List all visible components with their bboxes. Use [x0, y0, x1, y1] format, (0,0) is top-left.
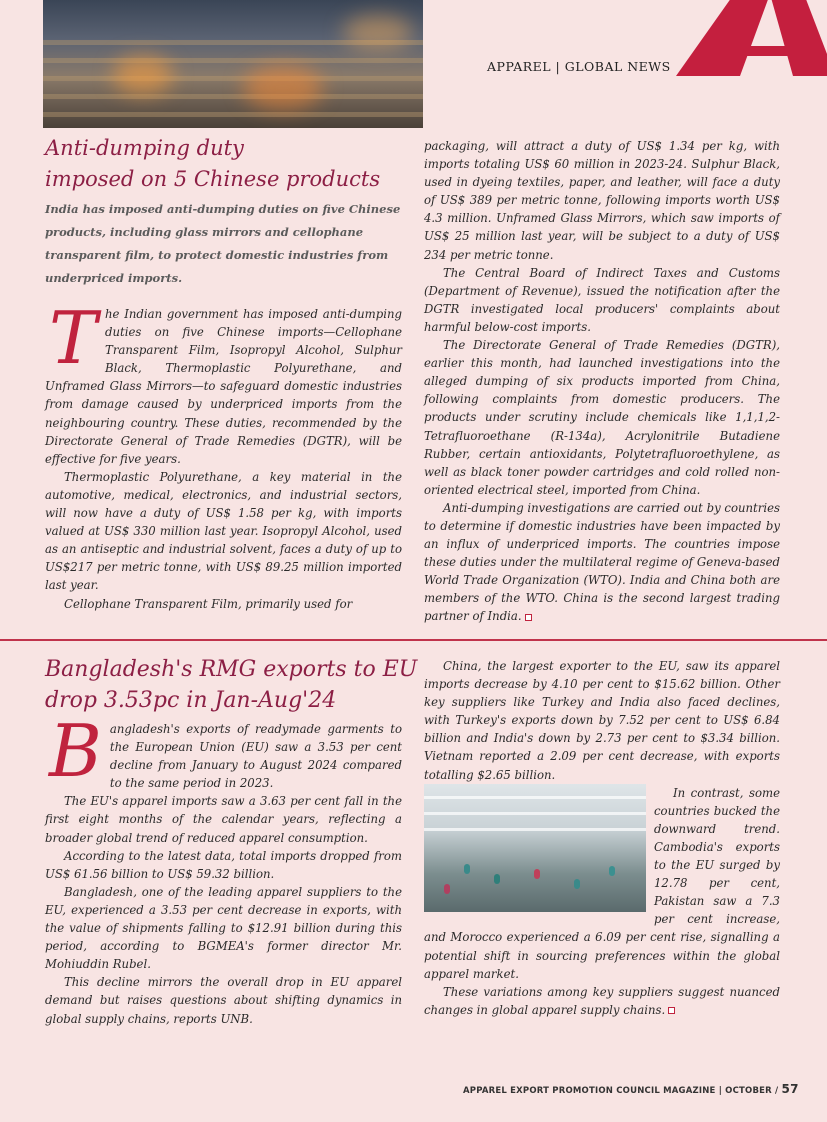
- article1-paragraph: packaging, will attract a duty of US$ 1.34 per kg, with imports totaling US$ 60 million in 2023-24. Sulphur Black, used in dyeing textiles, paper, and leather, will face a duty of US$ 389 per metric tonne, following imports worth US$ 4.3 million. Unframed Glass Mirrors, which saw imports of US$ 25 million last year, will be subject to a duty of US$ 234 per metric tonne.: [424, 139, 780, 262]
- article2-column-left: [45, 709, 402, 1028]
- article2-paragraph: These variations among key suppliers suggest nuanced changes in global apparel supply chains.: [424, 984, 780, 1017]
- article2-paragraph: The EU's apparel imports saw a 3.63 per cent fall in the first eight months of the calendar years, reflecting a broader global trend of reduced apparel consumption.: [45, 794, 402, 845]
- article2-title-line1: Bangladesh's RMG exports to EU: [45, 657, 418, 682]
- page-number: 57: [781, 1082, 799, 1096]
- section-label: APPAREL | GLOBAL NEWS: [487, 59, 671, 74]
- article1-title-line2: imposed on 5 Chinese products: [45, 167, 381, 191]
- article1-column-left: [45, 296, 402, 613]
- article1-lead: India has imposed anti-dumping duties on five Chinese products, including glass mirrors and cellophane transparent film, to protect domestic industries from underpriced imports.: [45, 202, 401, 285]
- article2-paragraph: China, the largest exporter to the EU, saw its apparel imports decrease by 4.10 per cent to $15.62 billion. Other key suppliers like Turkey and India also faced declines, with Turkey's exports down by 7.52 per cent to US$ 6.84 billion and India's down by 2.73 per cent to $3.34 billion. Vietnam reported a 2.09 per cent decrease, with exports totalling $2.65 billion.: [424, 659, 780, 782]
- article2-paragraph: angladesh's exports of readymade garments to the European Union (EU) saw a 3.53 per cent decline from January to August 2024 compared to the same period in 2023.: [109, 722, 402, 791]
- page-footer: [463, 1082, 799, 1096]
- article1-dropcap: T: [49, 296, 98, 380]
- article2-paragraph: This decline mirrors the overall drop in EU apparel demand but raises questions about shifting dynamics in global supply chains, reports UNB.: [45, 975, 402, 1026]
- article1-column-right: [424, 137, 780, 626]
- article1-paragraph: he Indian government has imposed anti-dumping duties on five Chinese imports—Cellophane Transparent Film, Isopropyl Alcohol, Sulphur Black, Thermoplastic Polyurethane, and Unframed Glass Mirrors—to safeguard domestic industries from damage caused by underpriced imports from the neighbouring country. These duties, recommended by the Directorate General of Trade Remedies (DGTR), will be effective for five years.: [45, 307, 402, 466]
- footer-text: APPAREL EXPORT PROMOTION COUNCIL MAGAZINE | OCTOBER /: [463, 1086, 779, 1096]
- end-mark-icon: [525, 614, 532, 621]
- article1-paragraph: The Directorate General of Trade Remedies (DGTR), earlier this month, had launched investigations into the alleged dumping of six products imported from China, following complaints from domestic producers. The products under scrutiny include chemicals like 1,1,1,2-Tetrafluoroethane (R-134a), Acrylonitrile Butadiene Rubber, certain antioxidants, Polytetrafluoroethylene, as well as black toner powder cartridges and cold rolled non-oriented electrical steel, imported from China.: [424, 338, 780, 497]
- port-photo: [43, 0, 423, 128]
- magazine-logo-icon: [676, 0, 827, 76]
- article2-paragraph: In contrast, some countries bucked the downward trend. Cambodia's exports to the EU surged by 12.78 per cent, Pakistan saw a 7.3 per cent increase, and Morocco experienced a 6.09 per cent rise, signalling a potential shift in sourcing preferences within the global apparel market.: [424, 785, 780, 981]
- article1-paragraph: Cellophane Transparent Film, primarily used for: [64, 596, 353, 611]
- article1-paragraph: The Central Board of Indirect Taxes and Customs (Department of Revenue), issued the notification after the DGTR investigated local producers' complaints about harmful below-cost imports.: [424, 265, 780, 334]
- article2-dropcap: B: [49, 709, 102, 793]
- article2-column-right: [424, 657, 780, 1019]
- article2-paragraph: According to the latest data, total imports dropped from US$ 61.56 billion to US$ 59.32 billion.: [45, 848, 402, 881]
- section-divider: [0, 639, 827, 641]
- article1-paragraph: Thermoplastic Polyurethane, a key material in the automotive, medical, electronics, and industrial sectors, will now have a duty of US$ 1.58 per kg, with imports valued at US$ 330 million last year. Isopropyl Alcohol, used as an antiseptic and industrial solvent, faces a duty of up to US$217 per metric tonne, with US$ 89.25 million imported last year.: [45, 469, 402, 593]
- article2-paragraph: Bangladesh, one of the leading apparel suppliers to the EU, experienced a 3.53 per cent decrease in exports, with the value of shipments falling to $12.91 billion during this period, according to BGMEA's former director Mr. Mohiuddin Rubel.: [45, 884, 402, 972]
- garment-factory-photo: [424, 784, 646, 912]
- article2-title-line2: drop 3.53pc in Jan-Aug'24: [45, 688, 337, 713]
- article1-title-line1: Anti-dumping duty: [45, 136, 244, 160]
- end-mark-icon: [668, 1007, 675, 1014]
- article1-paragraph: Anti-dumping investigations are carried out by countries to determine if domestic industries have been impacted by an influx of underpriced imports. The countries impose these duties under the multilateral regime of Geneva-based World Trade Organization (WTO). India and China both are members of the WTO. China is the second largest trading partner of India.: [424, 500, 780, 624]
